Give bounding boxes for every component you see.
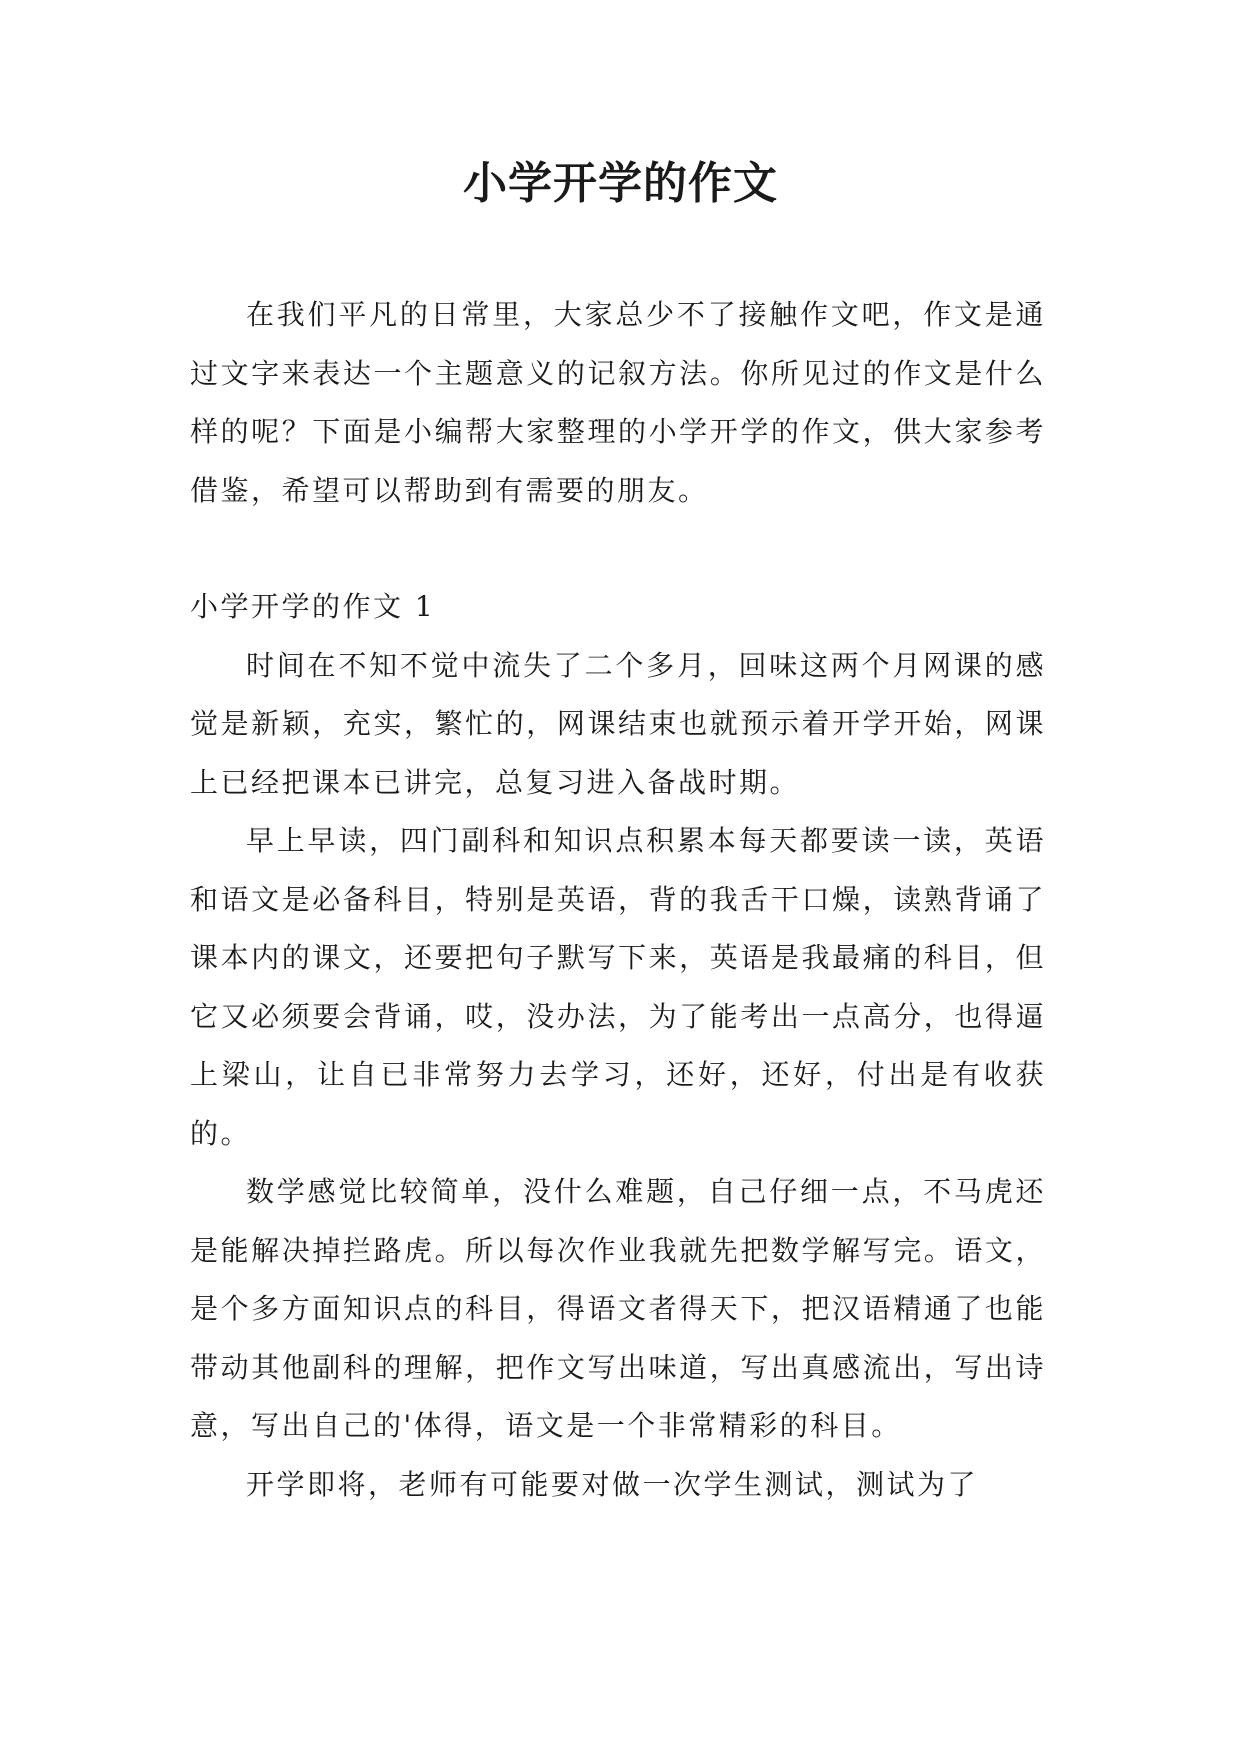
intro-paragraph: 在我们平凡的日常里，大家总少不了接触作文吧，作文是通过文字来表达一个主题意义的记叙方法。你所见过的作文是什么样的呢？下面是小编帮大家整理的小学开学的作文，供大家参考借鉴，希望可以帮助到有需要的朋友。	[190, 298, 1046, 507]
document-title: 小学开学的作文	[463, 158, 778, 209]
paragraph-2: 早上早读，四门副科和知识点积累本每天都要读一读，英语和语文是必备科目，特别是英语，背的我舌干口燥，读熟背诵了课本内的课文，还要把句子默写下来，英语是我最痛的科目，但它又必须要会背诵，哎，没办法，为了能考出一点高分，也得逼上梁山，让自已非常努力去学习，还好，还好，付出是有收获的。	[190, 824, 1046, 1150]
section-heading: 小学开学的作文 1	[190, 590, 436, 623]
essay-section-1	[190, 578, 1046, 1514]
intro-block	[190, 286, 1046, 520]
paragraph-3: 数学感觉比较简单，没什么难题，自己仔细一点，不马虎还是能解决掉拦路虎。所以每次作业我就先把数学解写完。语文，是个多方面知识点的科目，得语文者得天下，把汉语精通了也能带动其他副科的理解，把作文写出味道，写出真感流出，写出诗意，写出自己的'体得，语文是一个非常精彩的科目。	[190, 1175, 1046, 1442]
paragraph-4: 开学即将，老师有可能要对做一次学生测试，测试为了	[246, 1467, 979, 1501]
paragraph-1: 时间在不知不觉中流失了二个多月，回味这两个月网课的感觉是新颖，充实，繁忙的，网课结束也就预示着开学开始，网课上已经把课本已讲完，总复习进入备战时期。	[190, 648, 1046, 799]
